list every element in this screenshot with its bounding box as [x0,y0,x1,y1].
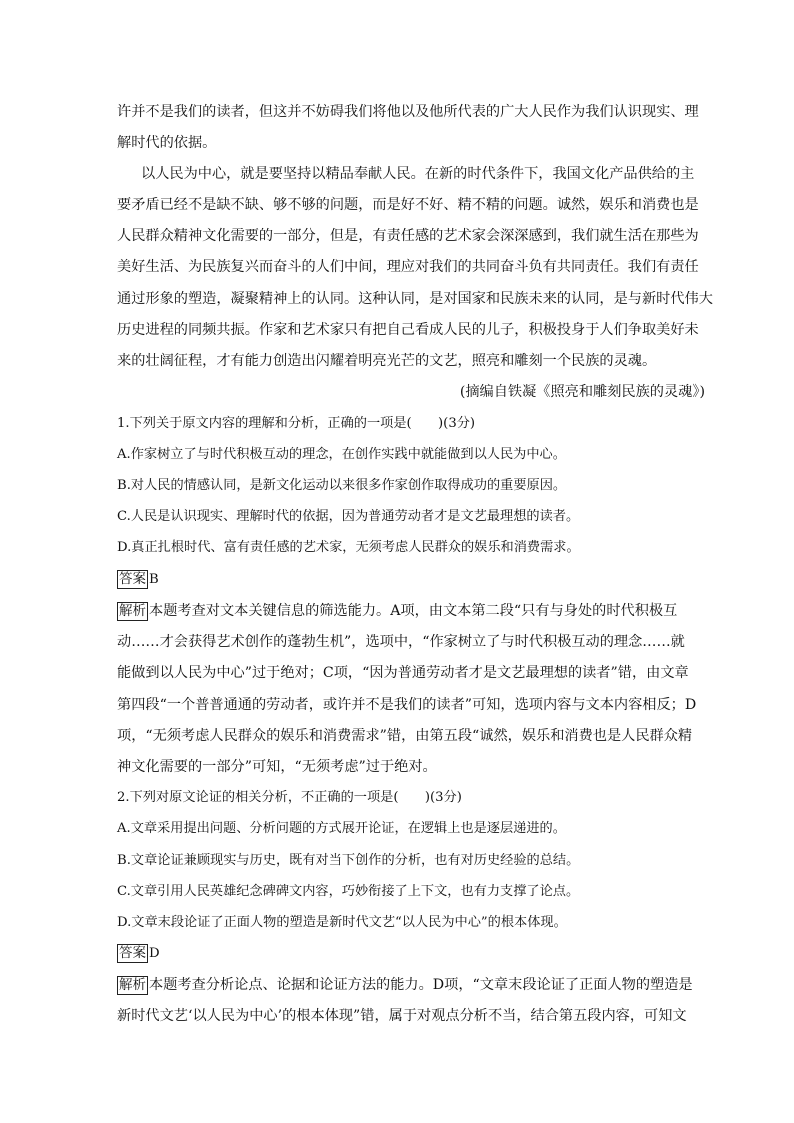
answer-value: D [149,946,160,961]
question-2-option-d: D.文章末段论证了正面人物的塑造是新时代文艺“以人民为中心”的根本体现。 [117,915,567,930]
passage-line: 历史进程的同频共振。作家和艺术家只有把自己看成人民的儿子，积极投身于人们争取美好未 [117,322,699,338]
question-1-analysis-line [117,601,679,621]
question-2-analysis-line: 新时代文艺‘以人民为中心’的根本体现”错，属于对观点分析不当，结合第五段内容，可知文 [117,1008,687,1024]
question-2-option-b: B.文章论证兼顾现实与历史，既有对当下创作的分析，也有对历史经验的总结。 [117,853,580,868]
question-1-analysis-line: 项，“无须考虑人民群众的娱乐和消费需求”错，由第五段“诚然，娱乐和消费也是人民群众精 [117,728,693,744]
question-1-option-b: B.对人民的情感认同，是新文化运动以来很多作家创作取得成功的重要原因。 [117,478,567,493]
question-2-answer [117,944,679,964]
question-1-option-d: D.真正扎根时代、富有责任感的艺术家，无须考虑人民群众的娱乐和消费需求。 [117,540,580,555]
question-1-analysis-line: 神文化需要的一部分”可知，“无须考虑”过于绝对。 [117,759,437,775]
passage-line: 要矛盾已经不是缺不缺、够不够的问题，而是好不好、精不精的问题。诚然，娱乐和消费也是 [117,197,699,213]
question-1-answer [117,570,679,590]
passage-line: 以人民为中心，就是要坚持以精品奉献人民。在新的时代条件下，我国文化产品供给的主 [141,166,695,182]
question-2-analysis-line [117,975,693,995]
passage-line: 解时代的依据。 [117,135,217,151]
question-1-analysis-line: 第四段“一个普普通通的劳动者，或许并不是我们的读者”可知，选项内容与文本内容相反；D [117,697,697,713]
question-2-stem: 2.下列对原文论证的相关分析，不正确的一项是( )(3分) [117,790,462,805]
question-1-stem: 1.下列关于原文内容的理解和分析，正确的一项是( )(3分) [117,416,476,431]
passage-line: 通过形象的塑造，凝聚精神上的认同。这种认同，是对国家和民族未来的认同，是与新时代伟大 [117,291,713,307]
analysis-text: 本题考查分析论点、论据和论证方法的能力。D项，“文章末段论证了正面人物的塑造是 [149,977,693,993]
analysis-text: 本题考查对文本关键信息的筛选能力。A项，由文本第二段“只有与身处的时代积极互 [149,603,678,619]
question-1-option-a: A.作家树立了与时代积极互动的理念，在创作实践中就能做到以人民为中心。 [117,447,566,462]
question-1-analysis-line: 能做到以人民为中心”过于绝对；C项，“因为普通劳动者才是文艺最理想的读者”错，由文章 [117,665,689,681]
question-1-option-c: C.人民是认识现实、理解时代的依据，因为普通劳动者才是文艺最理想的读者。 [117,509,580,524]
answer-label: 答案 [119,571,146,587]
answer-value: B [149,572,159,587]
passage-line: 美好生活、为民族复兴而奋斗的人们中间，理应对我们的共同奋斗负有共同责任。我们有责任 [117,259,699,275]
passage-source: (摘编自铁凝《照亮和雕刻民族的灵魂》) [459,384,705,400]
analysis-label: 解析 [119,977,146,993]
question-1-analysis-line: 动……才会获得艺术创作的蓬勃生机”，选项中，“作家树立了与时代积极互动的理念……就 [117,634,685,650]
passage-line: 人民群众精神文化需要的一部分，但是，有责任感的艺术家会深深感到，我们就生活在那些为 [117,228,699,244]
analysis-label: 解析 [119,603,146,619]
passage-line: 来的壮阔征程，才有能力创造出闪耀着明亮光芒的文艺，照亮和雕刻一个民族的灵魂。 [117,353,657,369]
question-2-option-a: A.文章采用提出问题、分析问题的方式展开论证，在逻辑上也是逐层递进的。 [117,821,566,836]
answer-label: 答案 [119,945,146,961]
question-2-option-c: C.文章引用人民英雄纪念碑碑文内容，巧妙衔接了上下文，也有力支撑了论点。 [117,884,580,899]
passage-line: 许并不是我们的读者，但这并不妨碍我们将他以及他所代表的广大人民作为我们认识现实、理 [117,104,699,120]
